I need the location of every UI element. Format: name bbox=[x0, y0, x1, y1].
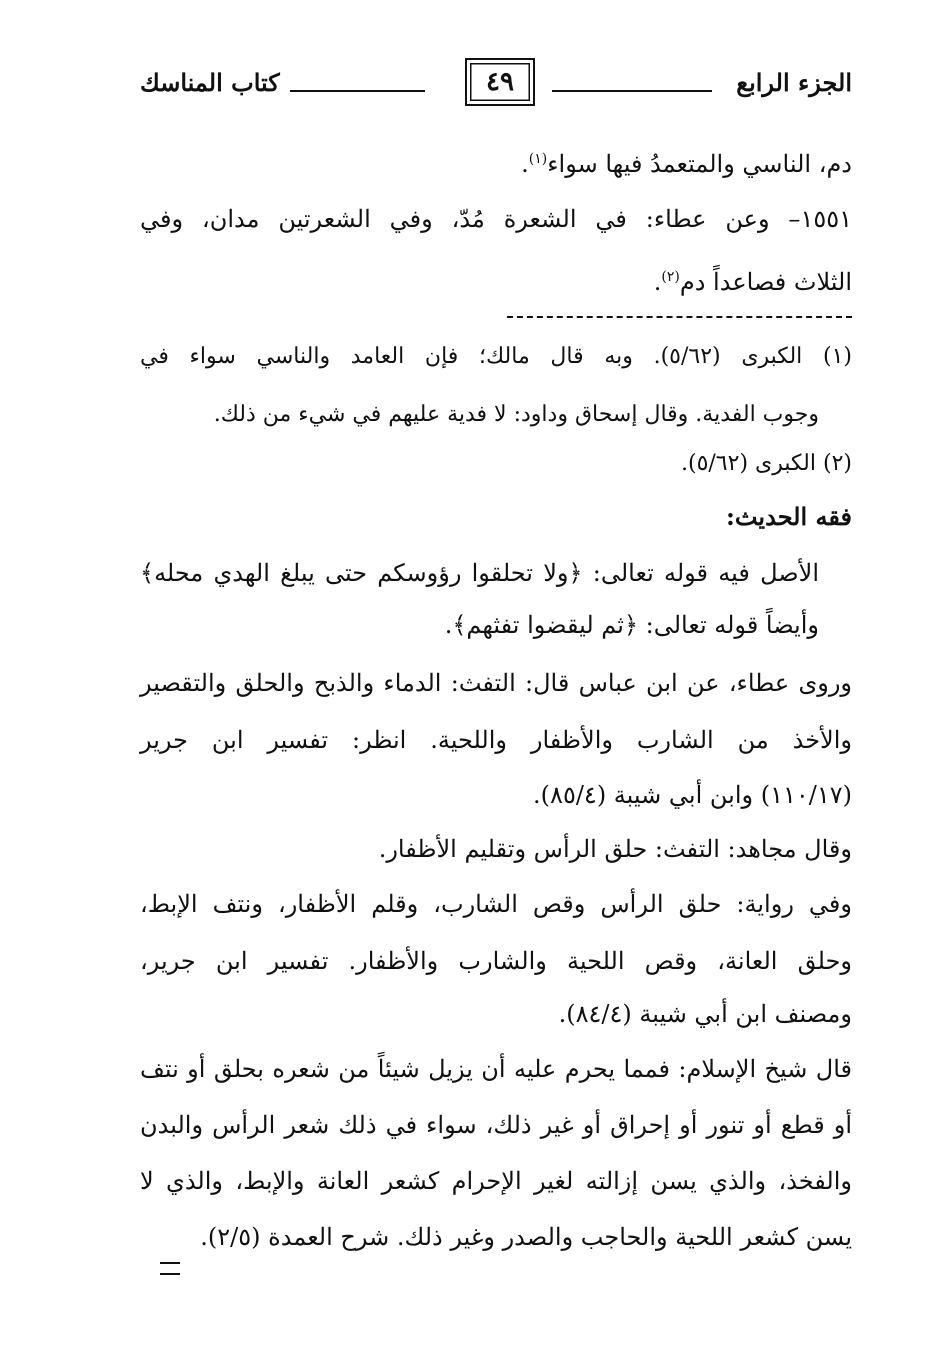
page-number-box bbox=[465, 58, 535, 106]
section-heading: فقه الحديث: bbox=[725, 502, 852, 531]
fiqh-line-12: والفخذ، والذي يسن إزالته لغير الإحرام كشعر العانة والإبط، والذي لا bbox=[140, 1167, 852, 1195]
page-header bbox=[140, 58, 852, 114]
page-number: ٤٩ bbox=[486, 67, 514, 97]
book-title: كتاب المناسك bbox=[140, 68, 280, 97]
fiqh-line-1: الأصل فيه قوله تعالى: ﴿ولا تحلقوا رؤوسكم حتى يبلغ الهدي محله﴾ bbox=[140, 559, 819, 587]
fiqh-line-6: وقال مجاهد: التفث: حلق الرأس وتقليم الأظفار. bbox=[378, 835, 852, 863]
fiqh-line-11: أو قطع أو تنور أو إحراق أو غير ذلك، سواء في ذلك شعر الرأس والبدن bbox=[140, 1111, 852, 1139]
footnote-1-line-2: وجوب الفدية. وقال إسحاق وداود: لا فدية عليهم في شيء من ذلك. bbox=[213, 402, 819, 427]
footnote-2: (٢) الكبرى (٥/٦٢). bbox=[681, 451, 852, 476]
main-line-3: الثلاث فصاعداً دم$^{(٢)}$. bbox=[653, 268, 852, 296]
main-line-1: دم، الناسي والمتعمدُ فيها سواء$^{(١)}$. bbox=[521, 150, 852, 178]
fiqh-line-2: وأيضاً قوله تعالى: ﴿ثم ليقضوا تفثهم﴾. bbox=[444, 611, 819, 639]
header-rule-right bbox=[552, 90, 712, 92]
footnote-1-line-1: (١) الكبرى (٥/٦٢). وبه قال مالك؛ فإن العامد والناسي سواء في bbox=[140, 344, 852, 369]
fiqh-line-7: وفي رواية: حلق الرأس وقص الشارب، وقلم الأظفار، ونتف الإبط، bbox=[140, 890, 852, 918]
footnote-ref-2: (٢) bbox=[661, 269, 680, 285]
main-line-2: ١٥٥١– وعن عطاء: في الشعرة مُدّ، وفي الشعرتين مدان، وفي bbox=[140, 205, 852, 233]
fiqh-line-10: قال شيخ الإسلام: فمما يحرم عليه أن يزيل شيئاً من شعره بحلق أو نتف bbox=[140, 1055, 852, 1083]
footnote-divider bbox=[507, 316, 852, 318]
footnote-ref-1: (١) bbox=[528, 151, 548, 167]
part-title: الجزء الرابع bbox=[736, 68, 852, 97]
fiqh-line-13: يسن كشعر اللحية والحاجب والصدر وغير ذلك. شرح العمدة (٢/٥). bbox=[200, 1223, 852, 1251]
fiqh-line-3: وروى عطاء، عن ابن عباس قال: التفث: الدماء والذبح والحلق والتقصير bbox=[140, 669, 852, 697]
fiqh-line-8: وحلق العانة، وقص اللحية والشارب والأظفار. تفسير ابن جرير، bbox=[140, 947, 852, 975]
fiqh-line-9: ومصنف ابن أبي شيبة (٨٤/٤). bbox=[558, 1000, 852, 1028]
fiqh-line-5: (١١٠/١٧) وابن أبي شيبة (٨٥/٤). bbox=[533, 781, 852, 809]
continuation-mark bbox=[160, 1262, 180, 1275]
fiqh-line-4: والأخذ من الشارب والأظفار واللحية. انظر: تفسير ابن جرير bbox=[140, 726, 852, 754]
header-rule-left bbox=[290, 90, 425, 92]
